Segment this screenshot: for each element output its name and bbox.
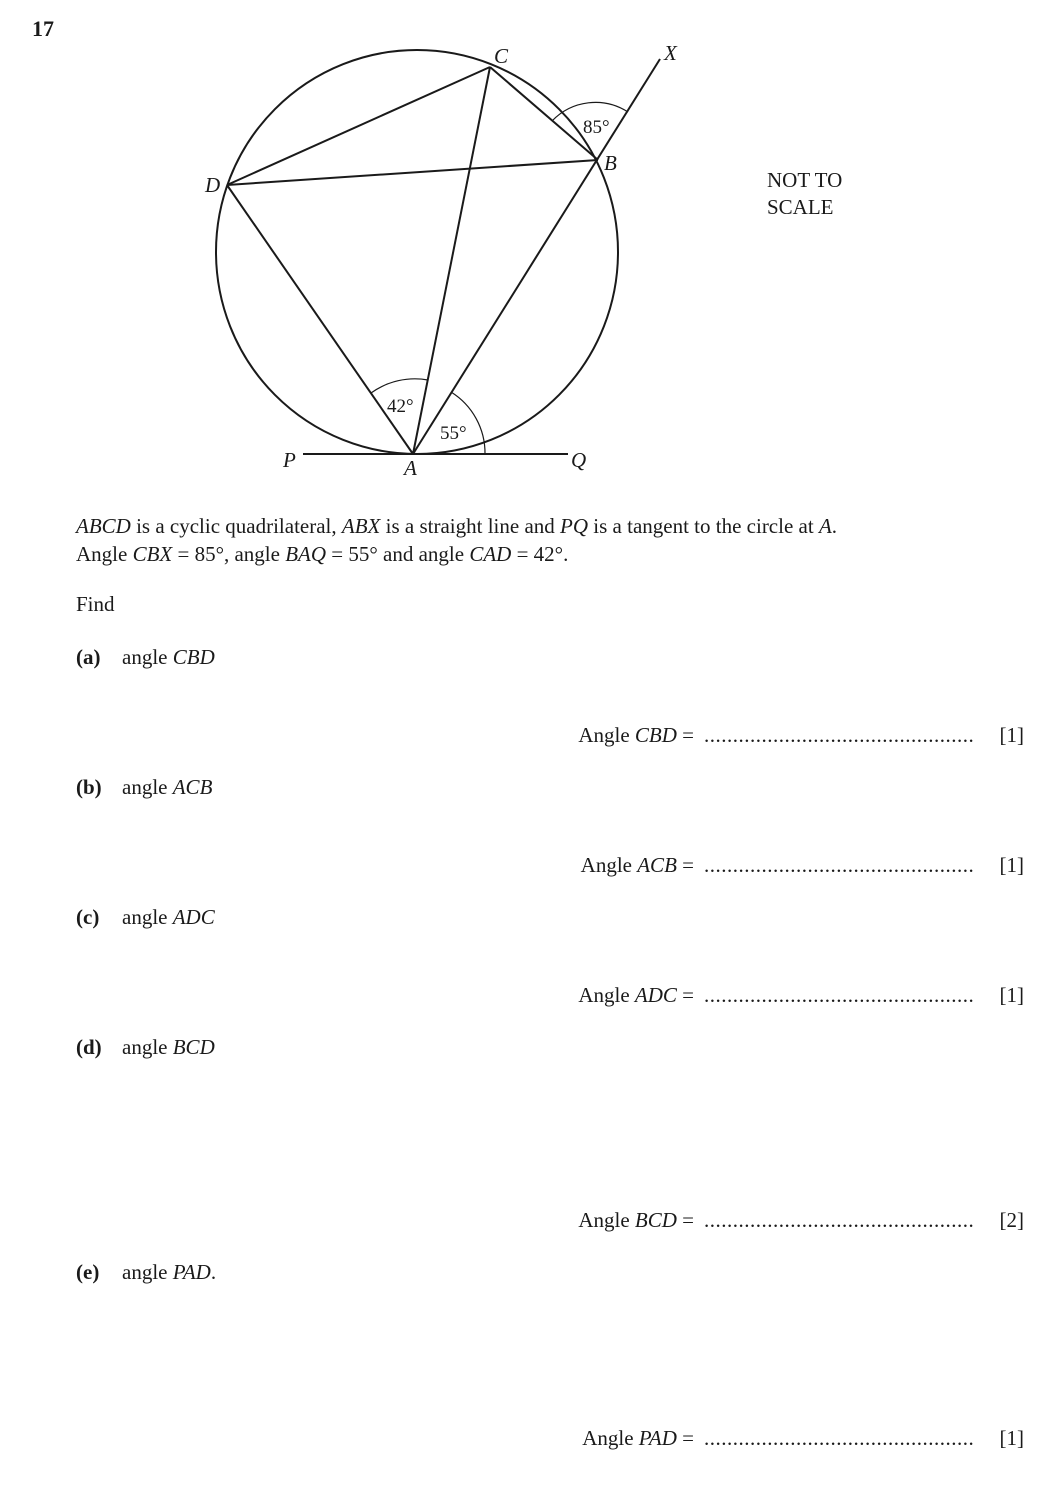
line-ac — [413, 67, 490, 454]
statement-line-2: Angle CBX = 85°, angle BAQ = 55° and angle CAD = 42°. — [76, 542, 569, 566]
point-label-d: D — [205, 173, 221, 197]
answer-dots[interactable]: ............................................... — [704, 1208, 975, 1232]
point-label-c: C — [494, 44, 509, 68]
part-a-answer-line[interactable] — [480, 723, 1024, 751]
answer-label: Angle PAD = — [582, 1426, 694, 1450]
answer-label: Angle BCD = — [578, 1208, 694, 1232]
part-e-prompt: (e) angle PAD. — [76, 1260, 217, 1284]
note-line-2: SCALE — [767, 195, 834, 219]
line-ad — [227, 185, 413, 454]
part-b-answer-line[interactable] — [480, 853, 1024, 881]
statement-line-1: ABCD is a cyclic quadrilateral, ABX is a straight line and PQ is a tangent to the circle at A. — [76, 514, 838, 538]
answer-dots[interactable]: ............................................... — [704, 983, 975, 1007]
answer-dots[interactable]: ............................................... — [704, 1426, 975, 1450]
part-b-prompt: (b) angle ACB — [76, 775, 213, 799]
point-label-x: X — [664, 41, 677, 65]
angle-label-cad: 42° — [387, 396, 414, 417]
cyclic-quadrilateral-diagram — [0, 0, 1056, 500]
question-statement — [76, 512, 837, 568]
marks: [2] — [999, 1208, 1024, 1232]
angle-label-baq: 55° — [440, 423, 467, 444]
line-db — [227, 160, 598, 185]
line-abx — [413, 59, 660, 454]
part-c-prompt: (c) angle ADC — [76, 905, 215, 929]
marks: [1] — [999, 723, 1024, 747]
point-label-q: Q — [571, 448, 587, 472]
marks: [1] — [999, 1426, 1024, 1450]
part-c-answer-line[interactable] — [480, 983, 1024, 1011]
line-dc — [227, 67, 490, 185]
find-instruction: Find — [76, 592, 115, 616]
note-line-1: NOT TO — [767, 168, 843, 192]
answer-label: Angle ACB = — [580, 853, 694, 877]
angle-label-cbx: 85° — [583, 117, 610, 138]
marks: [1] — [999, 983, 1024, 1007]
not-to-scale-note — [767, 167, 842, 221]
answer-dots[interactable]: ............................................... — [704, 853, 975, 877]
part-d-answer-line[interactable] — [480, 1208, 1024, 1236]
point-label-p: P — [283, 448, 296, 472]
circle — [216, 50, 618, 454]
marks: [1] — [999, 853, 1024, 877]
answer-label: Angle CBD = — [578, 723, 694, 747]
answer-dots[interactable]: ............................................... — [704, 723, 975, 747]
part-d-prompt: (d) angle BCD — [76, 1035, 215, 1059]
part-e-answer-line[interactable] — [480, 1426, 1024, 1454]
point-label-b: B — [604, 151, 617, 175]
part-a-prompt: (a) angle CBD — [76, 645, 215, 669]
question-number: 17 — [32, 16, 54, 41]
arc-angle-cad — [371, 379, 428, 393]
line-cb — [490, 67, 598, 160]
answer-label: Angle ADC = — [578, 983, 694, 1007]
point-label-a: A — [404, 456, 417, 480]
